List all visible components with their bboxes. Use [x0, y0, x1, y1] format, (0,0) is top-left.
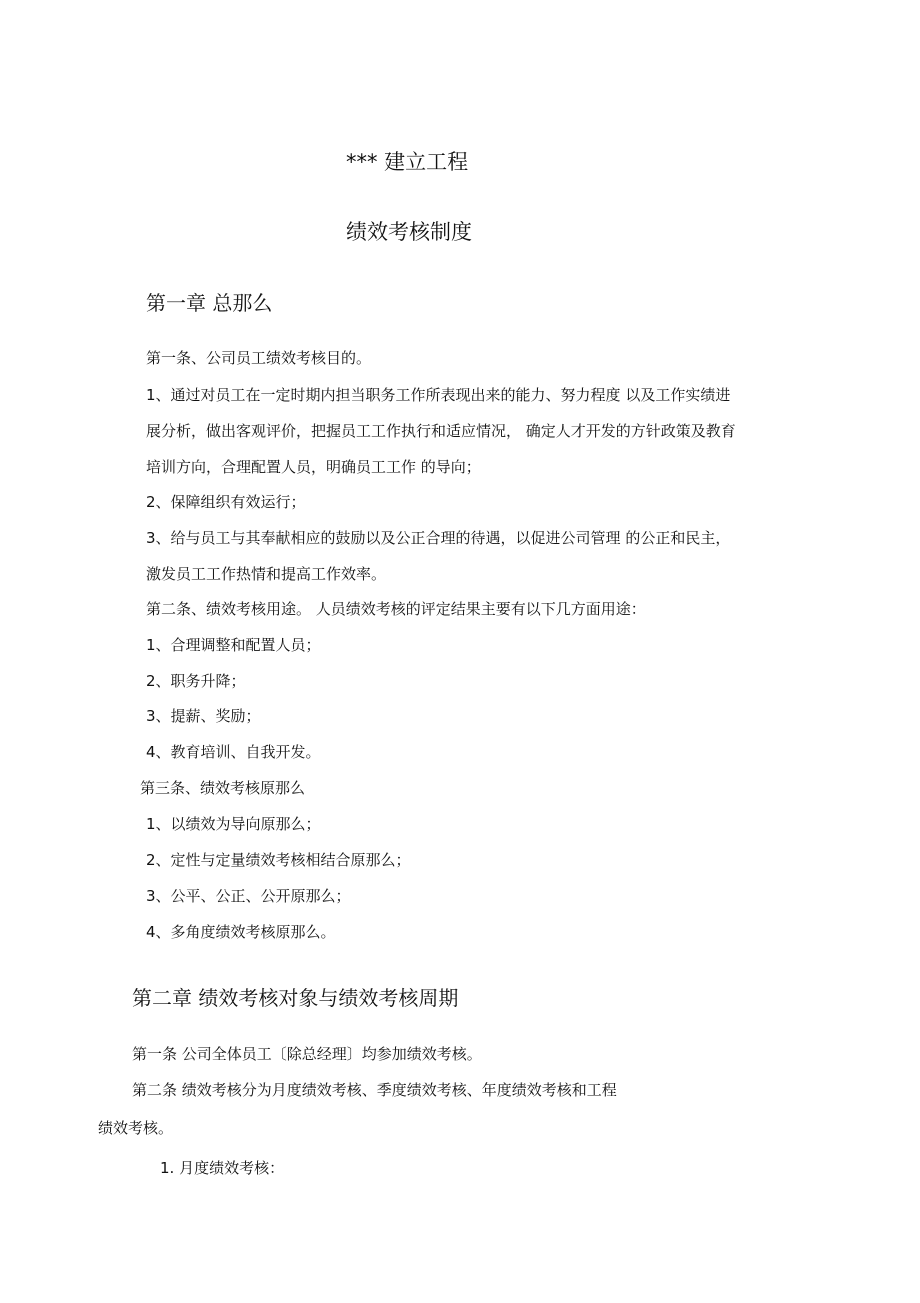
article3-heading: 第三条、绩效考核原那么 — [140, 779, 306, 797]
article2-item2: 2、职务升降； — [146, 672, 246, 690]
doc-title: *** 建立工程 — [346, 150, 469, 174]
chapter2-article1: 第一条 公司全体员工〔除总经理〕均参加绩效考核。 — [132, 1045, 482, 1063]
article1-item3-line2: 激发员工工作热情和提高工作效率。 — [146, 565, 387, 583]
article1-heading: 第一条、公司员工绩效考核目的。 — [146, 349, 372, 367]
article3-item2: 2、定性与定量绩效考核相结合原那么； — [146, 851, 411, 869]
article2-item1: 1、合理调整和配置人员； — [146, 636, 321, 654]
chapter1-heading: 第一章 总那么 — [146, 291, 273, 315]
article3-item1: 1、以绩效为导向原那么； — [146, 815, 321, 833]
doc-subtitle: 绩效考核制度 — [346, 220, 472, 244]
article1-item1-line2: 展分析，做出客观评价，把握员工工作执行和适应情况， 确定人才开发的方针政策及教育 — [146, 422, 736, 440]
article3-item4: 4、多角度绩效考核原那么。 — [146, 923, 336, 941]
article2-item4: 4、教育培训、自我开发。 — [146, 743, 321, 761]
chapter2-heading: 第二章 绩效考核对象与绩效考核周期 — [132, 986, 459, 1010]
article2-item3: 3、提薪、奖励； — [146, 707, 261, 725]
chapter2-article2-line2: 绩效考核。 — [98, 1119, 174, 1137]
article3-item3: 3、公平、公正、公开原那么； — [146, 887, 351, 905]
article1-item2: 2、保障组织有效运行； — [146, 493, 306, 511]
article1-item1-line1: 1、通过对员工在一定时期内担当职务工作所表现出来的能力、努力程度 以及工作实绩进 — [146, 386, 731, 404]
chapter2-item1: 1. 月度绩效考核： — [160, 1159, 285, 1177]
article1-item1-line3: 培训方向，合理配置人员，明确员工工作 的导向； — [146, 458, 481, 476]
article1-item3-line1: 3、给与员工与其奉献相应的鼓励以及公正合理的待遇，以促进公司管理 的公正和民主， — [146, 529, 731, 547]
article2-heading: 第二条、绩效考核用途。 人员绩效考核的评定结果主要有以下几方面用途： — [146, 600, 646, 618]
chapter2-article2-line1: 第二条 绩效考核分为月度绩效考核、季度绩效考核、年度绩效考核和工程 — [132, 1081, 617, 1099]
